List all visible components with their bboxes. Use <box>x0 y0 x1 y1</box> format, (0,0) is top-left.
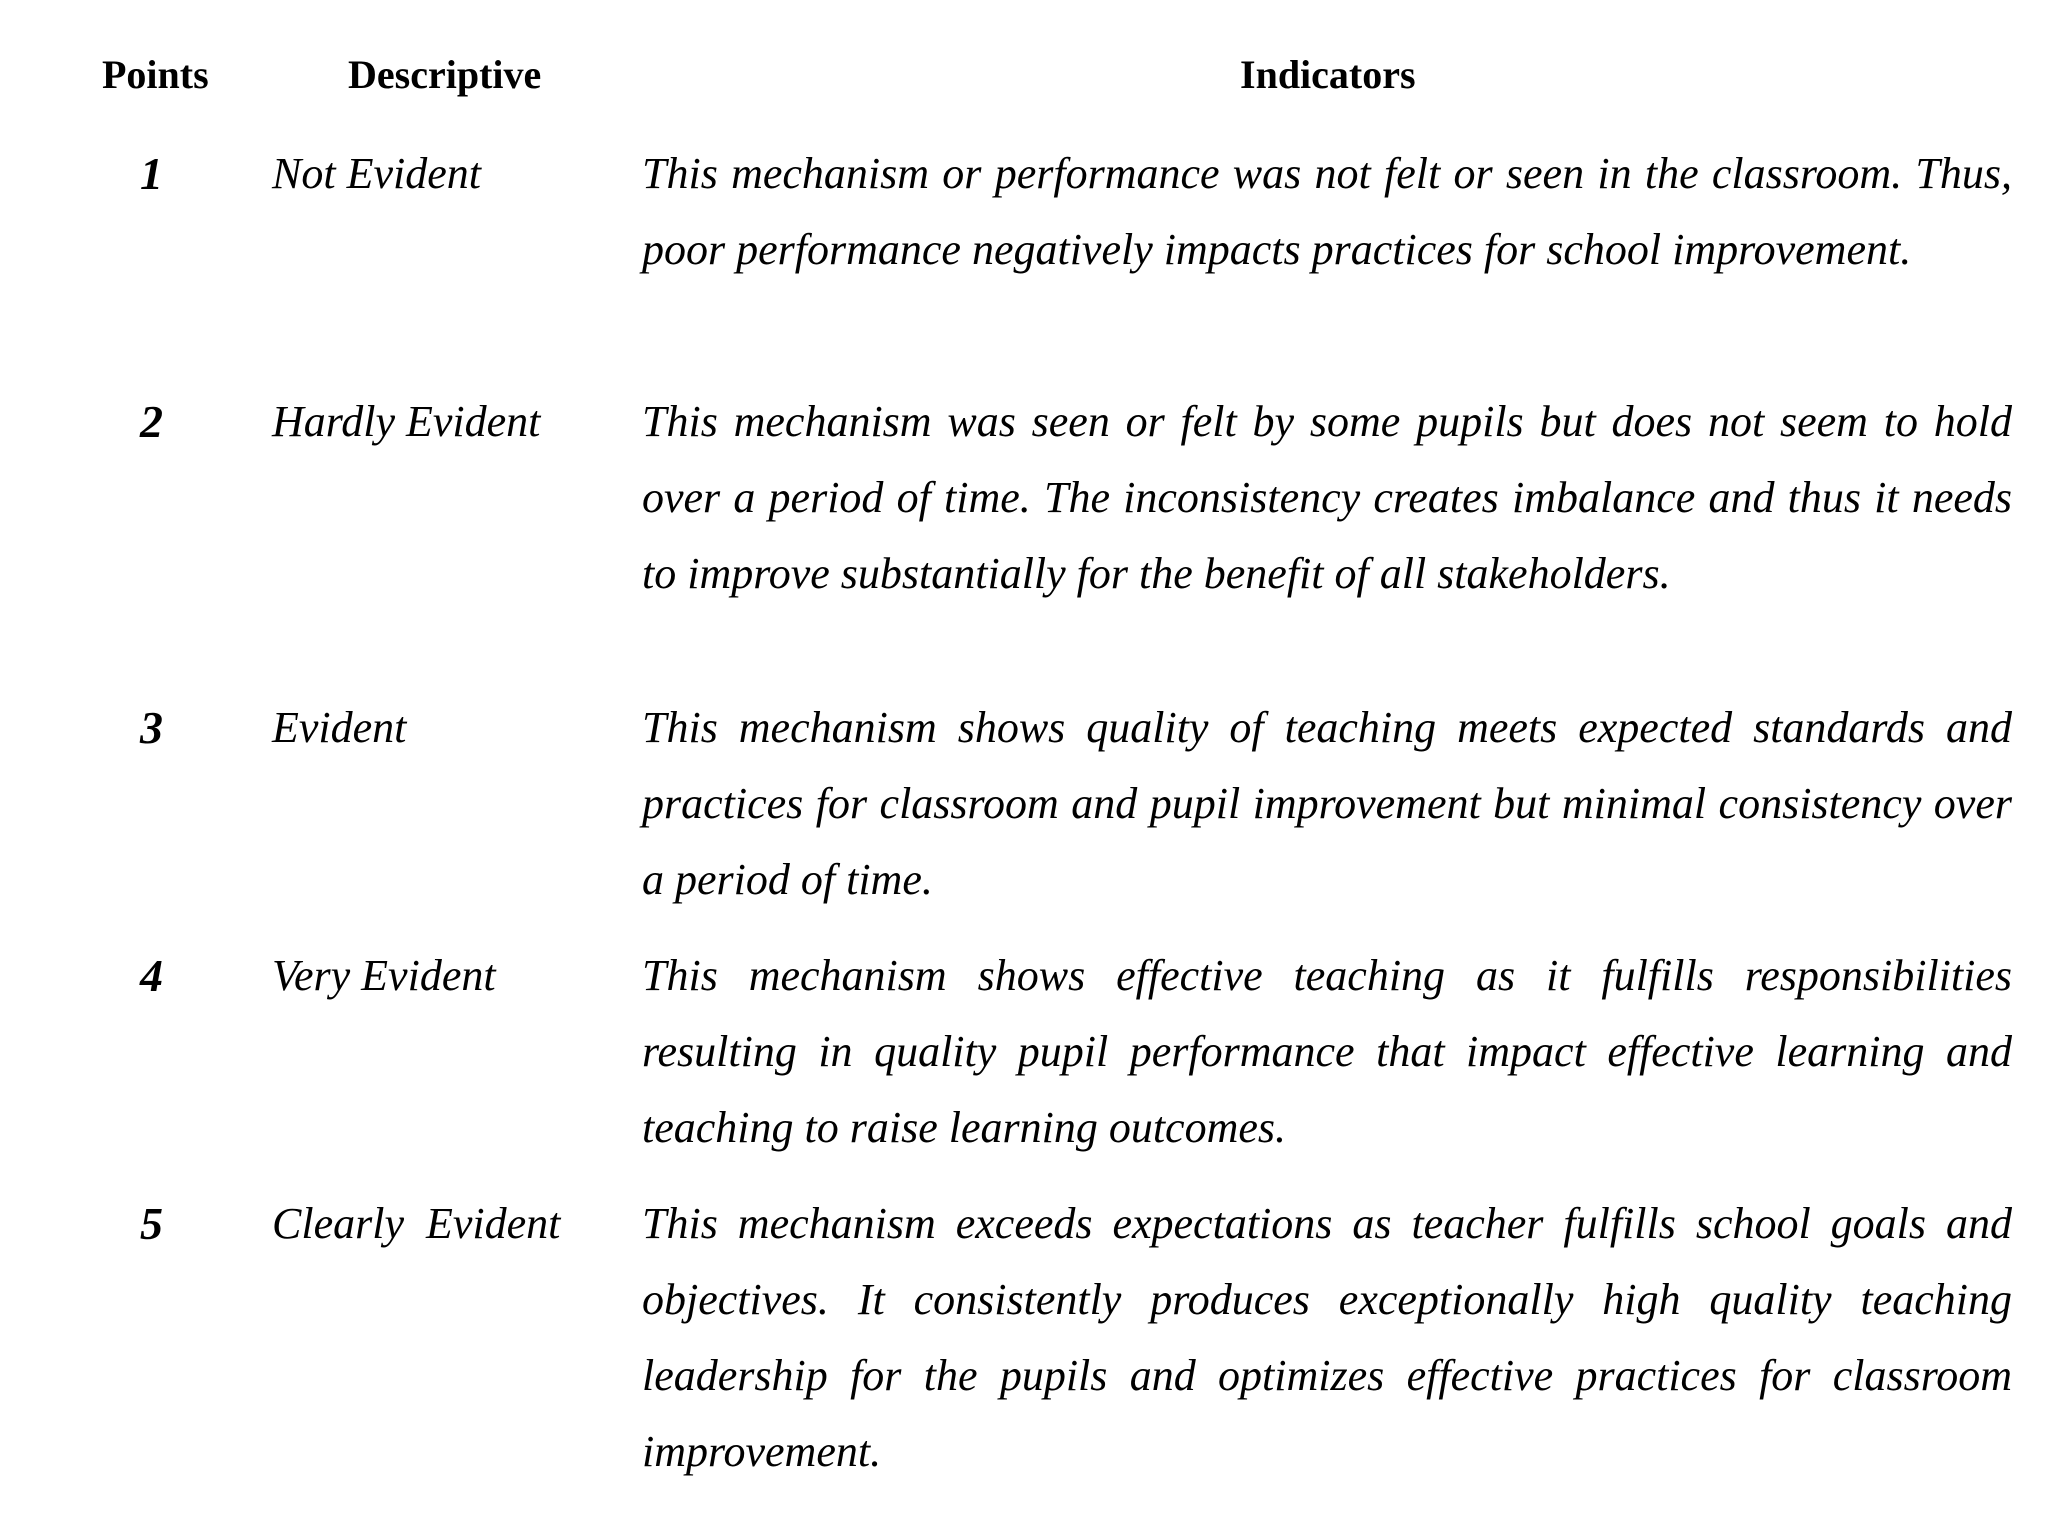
indicator-text: This mechanism or performance was not felt or seen in the classroom. Thus, poor performance negatively impacts practices for school improvement. <box>642 149 2012 274</box>
descriptive-label: Clearly Evident <box>272 1199 561 1248</box>
indicator-text: This mechanism shows quality of teaching meets expected standards and practices for classroom and pupil improvement but minimal consistency over a period of time. <box>642 703 2012 904</box>
descriptive-label: Hardly Evident <box>272 397 541 446</box>
header-points: Points <box>102 52 209 97</box>
descriptive-label: Not Evident <box>272 149 481 198</box>
descriptive-label: Evident <box>272 703 407 752</box>
point-value: 3 <box>140 702 163 753</box>
indicator-text: This mechanism shows effective teaching as it fulfills responsibilities resulting in quality pupil performance that impact effective learning and teaching to raise learning outcomes. <box>642 951 2012 1152</box>
indicator-text: This mechanism exceeds expectations as teacher fulfills school goals and objectives. It consistently produces exceptionally high quality teaching leadership for the pupils and optimizes effective practices for classroom improvement. <box>642 1199 2012 1476</box>
point-value: 2 <box>140 396 163 447</box>
point-value: 5 <box>140 1198 163 1249</box>
point-value: 4 <box>140 950 163 1001</box>
header-descriptive: Descriptive <box>348 52 542 97</box>
point-value: 1 <box>140 148 163 199</box>
header-indicators: Indicators <box>1240 52 1416 97</box>
descriptive-label: Very Evident <box>272 951 496 1000</box>
indicator-text: This mechanism was seen or felt by some pupils but does not seem to hold over a period of time. The inconsistency creates imbalance and thus it needs to improve substantially for the benefit of all stakeholders. <box>642 397 2012 598</box>
